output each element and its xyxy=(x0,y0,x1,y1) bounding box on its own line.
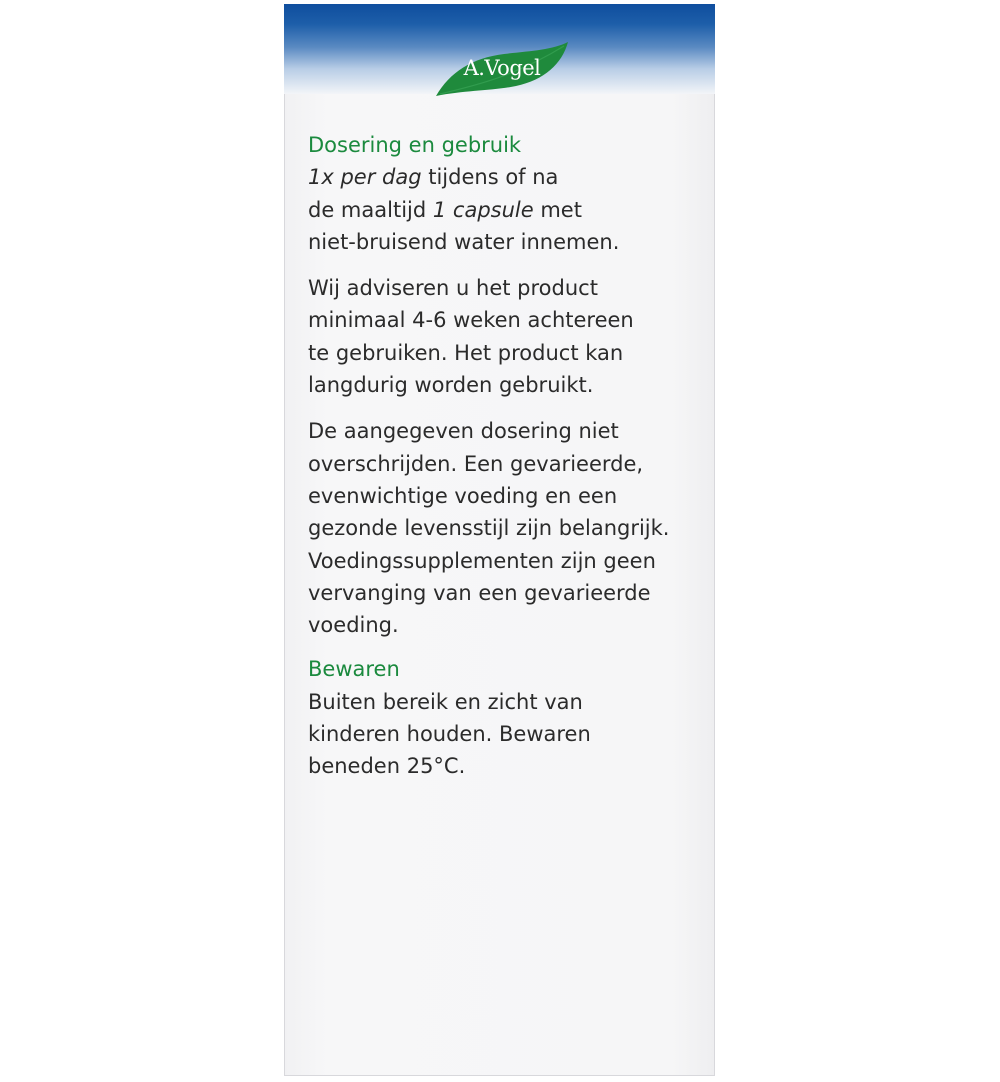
advies-line: Wij adviseren u het product xyxy=(308,276,598,301)
advies-line: minimaal 4-6 weken achtereen xyxy=(308,308,634,333)
dosering-line-2: de maaltijd 1 capsule met xyxy=(308,197,582,222)
bewaren-line: Buiten bereik en zicht van xyxy=(308,689,583,714)
bewaren-line: beneden 25°C. xyxy=(308,754,466,779)
logo-text: A.Vogel xyxy=(463,56,541,80)
dosering-heading: Dosering en gebruik xyxy=(308,133,522,157)
dosering-amount: 1 capsule xyxy=(432,197,534,222)
waarschuwing-line: overschrijden. Een gevarieerde, xyxy=(308,451,644,476)
advies-line: te gebruiken. Het product kan xyxy=(308,340,624,365)
dosering-line-3: niet-bruisend water innemen. xyxy=(308,229,620,254)
label-content xyxy=(308,129,708,783)
waarschuwing-line: vervanging van een gevarieerde xyxy=(308,580,651,605)
waarschuwing-line: gezonde levensstijl zijn belangrijk. xyxy=(308,516,670,541)
product-label-panel xyxy=(284,4,715,1076)
waarschuwing-line: voeding. xyxy=(308,613,399,638)
bewaren-heading: Bewaren xyxy=(308,657,400,682)
waarschuwing-line: evenwichtige voeding en een xyxy=(308,483,618,508)
dosering-line-1: 1x per dag tijdens of na xyxy=(308,165,559,190)
bewaren-line: kinderen houden. Bewaren xyxy=(308,722,591,747)
waarschuwing-line: De aangegeven dosering niet xyxy=(308,419,619,444)
brand-logo xyxy=(432,42,572,100)
waarschuwing-line: Voedingssupplementen zijn geen xyxy=(308,548,656,573)
advies-line: langdurig worden gebruikt. xyxy=(308,373,594,398)
dosering-frequency: 1x per dag xyxy=(308,165,422,190)
